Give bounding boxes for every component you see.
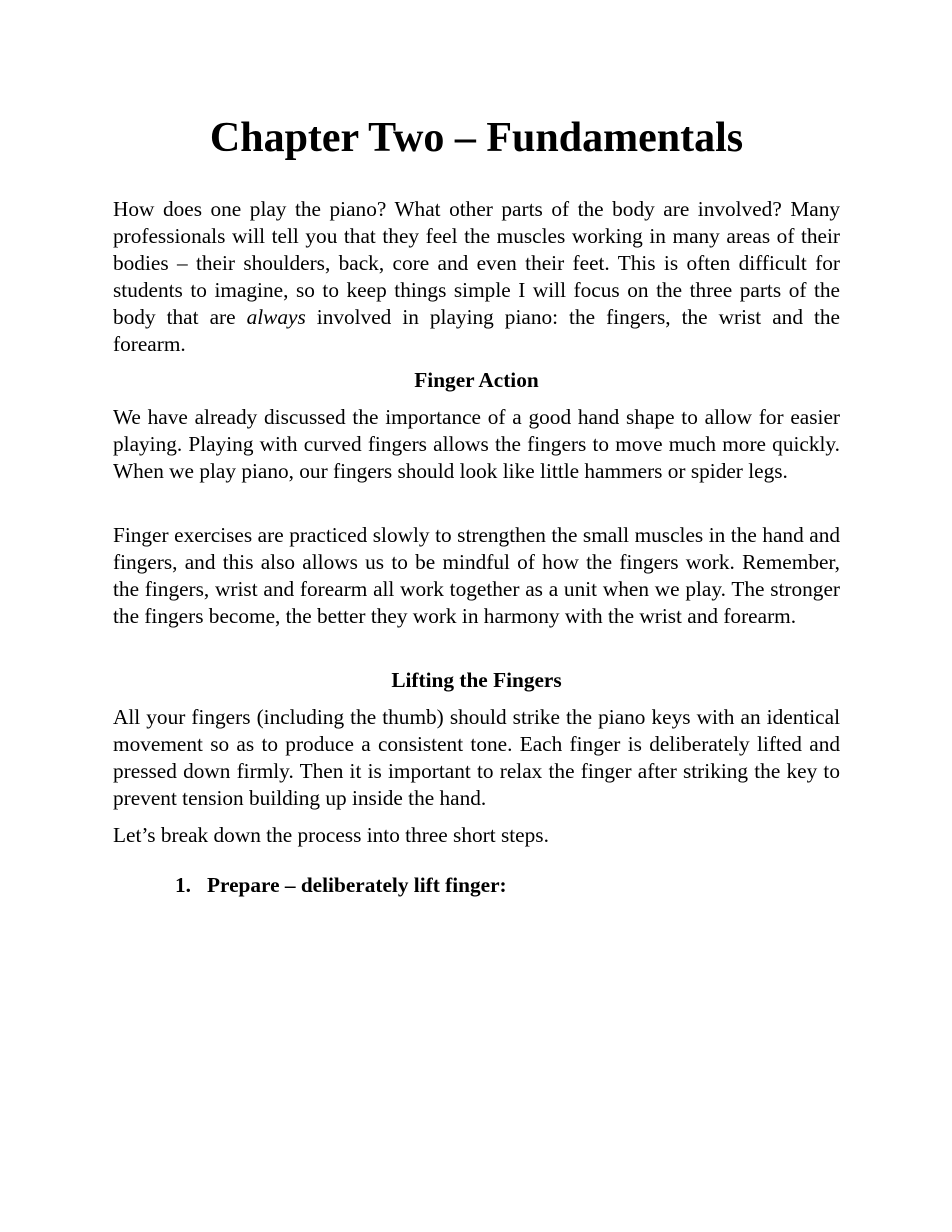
finger-action-paragraph-1: We have already discussed the importance of a good hand shape to allow for easier playing. Playing with curved fingers allows the fingers to move much more quickly. When we play piano, our fingers should look like little hammers or spider legs. (113, 405, 840, 483)
finger-action-paragraph-2: Finger exercises are practiced slowly to strengthen the small muscles in the hand and fingers, and this also allows us to be mindful of how the fingers work. Remember, the fingers, wrist and forearm all work together as a unit when we play. The stronger the fingers become, the better they work in harmony with the wrist and forearm. (113, 523, 840, 628)
chapter-title: Chapter Two – Fundamentals (209, 115, 744, 161)
intro-emphasis: always (246, 304, 306, 329)
step-number: 1. (175, 873, 191, 897)
step-list-item (175, 872, 507, 899)
step-text: Prepare – deliberately lift finger: (207, 873, 507, 897)
intro-paragraph (113, 196, 840, 357)
lifting-fingers-paragraph-2: Let’s break down the process into three short steps. (113, 823, 549, 847)
intro-text-end: involved in playing piano: the fingers, the wrist and the forearm. (113, 304, 841, 356)
intro-text-start: How does one play the piano? What other parts of the body are involved? Many professionals will tell you that they feel the muscles working in many areas of their bodies – their shoulders, back, core and even their feet. This is often difficult for students to imagine, so to keep things simple I will focus on the three parts of the body that are (113, 197, 840, 329)
lifting-fingers-heading: Lifting the Fingers (391, 668, 562, 692)
lifting-fingers-paragraph-1: All your fingers (including the thumb) should strike the piano keys with an identical movement so as to produce a consistent tone. Each finger is deliberately lifted and pressed down firmly. Then it is important to relax the finger after striking the key to prevent tension building up inside the hand. (113, 705, 840, 810)
finger-action-heading: Finger Action (414, 368, 539, 392)
